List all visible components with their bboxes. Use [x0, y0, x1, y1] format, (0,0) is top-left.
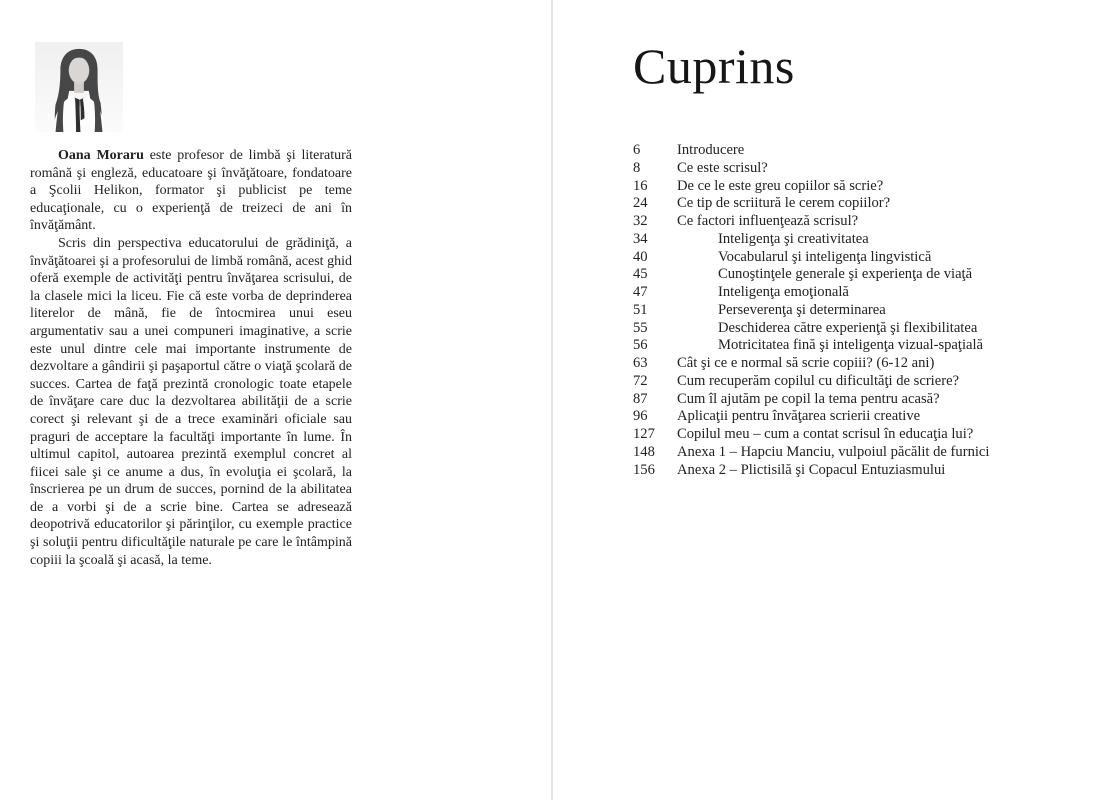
toc-entry-title: Vocabularul şi inteligenţa lingvistică	[718, 248, 932, 265]
toc-entry-title: Anexa 2 – Plictisilă şi Copacul Entuziasmului	[677, 461, 946, 478]
toc-entry-title: Cât şi ce e normal să scrie copiii? (6-12 ani)	[677, 355, 935, 371]
toc-row	[633, 302, 1083, 320]
toc-entry-title: Anexa 1 – Hapciu Manciu, vulpoiul păcălit de furnici	[677, 443, 990, 460]
toc-page-number: 96	[633, 408, 648, 425]
toc-page-number: 51	[633, 301, 648, 318]
toc-row	[633, 284, 1083, 302]
toc-page-number: 156	[633, 461, 655, 478]
toc-page-number: 72	[633, 372, 648, 389]
author-name: Oana Moraru	[58, 148, 144, 163]
left-page	[30, 42, 352, 569]
toc-row	[633, 444, 1083, 462]
bio-paragraph-2: Scris din perspectiva educatorului de grădiniţă, a învăţătoarei şi a profesorului de limbă română, acest ghid oferă exemple de activităţi pentru învăţarea scrisului, de la clasele mici la liceu. Fie că este vorba de deprinderea literelor de mână, fie de întocmirea unui eseu argumentativ sau a unei compuneri imaginative, a scrie este unul dintre cele mai importante instrumente de dezvoltare a gândirii şi paşaportul către o viaţă şcolară de succes. Cartea de faţă prezintă cronologic toate etapele de învăţare care duc la dezvoltarea abilităţii de a scrie corect şi relevant şi de a trece examinări oficiale sau praguri de acceptare la facultăţi importante în lume. În ultimul capitol, autoarea prezintă exemplul concret al fiicei sale şi ce anume a dus, în evoluţia ei şcolară, la înscrierea pe un drum de succes, pornind de la abilitatea de a vorbi şi de a scrie bine. Cartea se adresează deopotrivă educatorilor şi părinţilor, cu exemple practice şi soluţii pentru dificultăţile naturale pe care le întâmpină copiii la şcoală şi acasă, la teme.	[30, 235, 352, 568]
toc-entry-title: Cum recuperăm copilul cu dificultăţi de scriere?	[677, 372, 960, 389]
toc-row	[633, 408, 1083, 426]
toc-row	[633, 320, 1083, 338]
toc-entry-title: Aplicaţii pentru învăţarea scrierii creative	[677, 408, 921, 425]
toc-page-number: 148	[633, 443, 655, 460]
toc-entry-title: Cum îl ajutăm pe copil la tema pentru acasă?	[677, 390, 940, 407]
right-page	[633, 38, 1083, 479]
toc-entry-title: Motricitatea fină şi inteligenţa vizual-spaţială	[718, 337, 984, 354]
toc-page-number: 24	[633, 195, 648, 212]
toc-list	[633, 142, 1083, 479]
toc-row	[633, 426, 1083, 444]
toc-page-number: 63	[633, 355, 648, 371]
toc-row	[633, 213, 1083, 231]
toc-entry-title: Cunoştinţele generale şi experienţa de viaţă	[718, 266, 973, 283]
toc-page-number: 32	[633, 213, 648, 229]
toc-row	[633, 266, 1083, 284]
toc-page-number: 8	[633, 159, 641, 176]
toc-entry-title: Ce factori influenţează scrisul?	[677, 213, 859, 229]
toc-page-number: 16	[633, 177, 648, 194]
toc-row	[633, 195, 1083, 213]
author-photo	[35, 42, 123, 132]
toc-row	[633, 337, 1083, 355]
toc-entry-title: Ce tip de scriitură le cerem copiilor?	[677, 195, 891, 212]
bio-paragraph-1-text: este profesor de limbă şi literatură română şi engleză, educatoare şi învăţătoare, fondatoare a Şcolii Helikon, formator şi publicist pe teme educaţionale, cu o experienţă de treizeci de ani în învăţământ.	[30, 148, 353, 234]
toc-page-number: 34	[633, 230, 648, 247]
toc-entry-title: Ce este scrisul?	[677, 159, 768, 176]
toc-page-number: 56	[633, 337, 648, 354]
toc-entry-title: De ce le este greu copiilor să scrie?	[677, 177, 884, 194]
toc-row	[633, 373, 1083, 391]
toc-page-number: 47	[633, 284, 648, 300]
toc-row	[633, 160, 1083, 178]
toc-row	[633, 391, 1083, 409]
toc-row	[633, 231, 1083, 249]
toc-page-number: 6	[633, 142, 641, 158]
toc-page-number: 127	[633, 426, 655, 442]
toc-page-number: 45	[633, 266, 648, 283]
toc-row	[633, 355, 1083, 373]
toc-page-number: 40	[633, 248, 648, 265]
author-biography	[30, 147, 352, 569]
toc-row	[633, 142, 1083, 160]
toc-entry-title: Perseverenţa şi determinarea	[718, 301, 886, 318]
toc-row	[633, 249, 1083, 267]
toc-page-number: 55	[633, 319, 648, 336]
toc-entry-title: Introducere	[677, 142, 745, 158]
toc-entry-title: Deschiderea către experienţă şi flexibilitatea	[718, 319, 978, 336]
toc-entry-title: Copilul meu – cum a contat scrisul în educaţia lui?	[677, 426, 974, 442]
toc-entry-title: Inteligenţa şi creativitatea	[718, 230, 869, 247]
toc-row	[633, 178, 1083, 196]
bio-paragraph-1	[30, 147, 352, 235]
toc-page-number: 87	[633, 390, 648, 407]
page-divider	[551, 0, 553, 800]
toc-entry-title: Inteligenţa emoţională	[718, 284, 849, 300]
page-title: Cuprins	[633, 38, 795, 94]
toc-row	[633, 462, 1083, 480]
